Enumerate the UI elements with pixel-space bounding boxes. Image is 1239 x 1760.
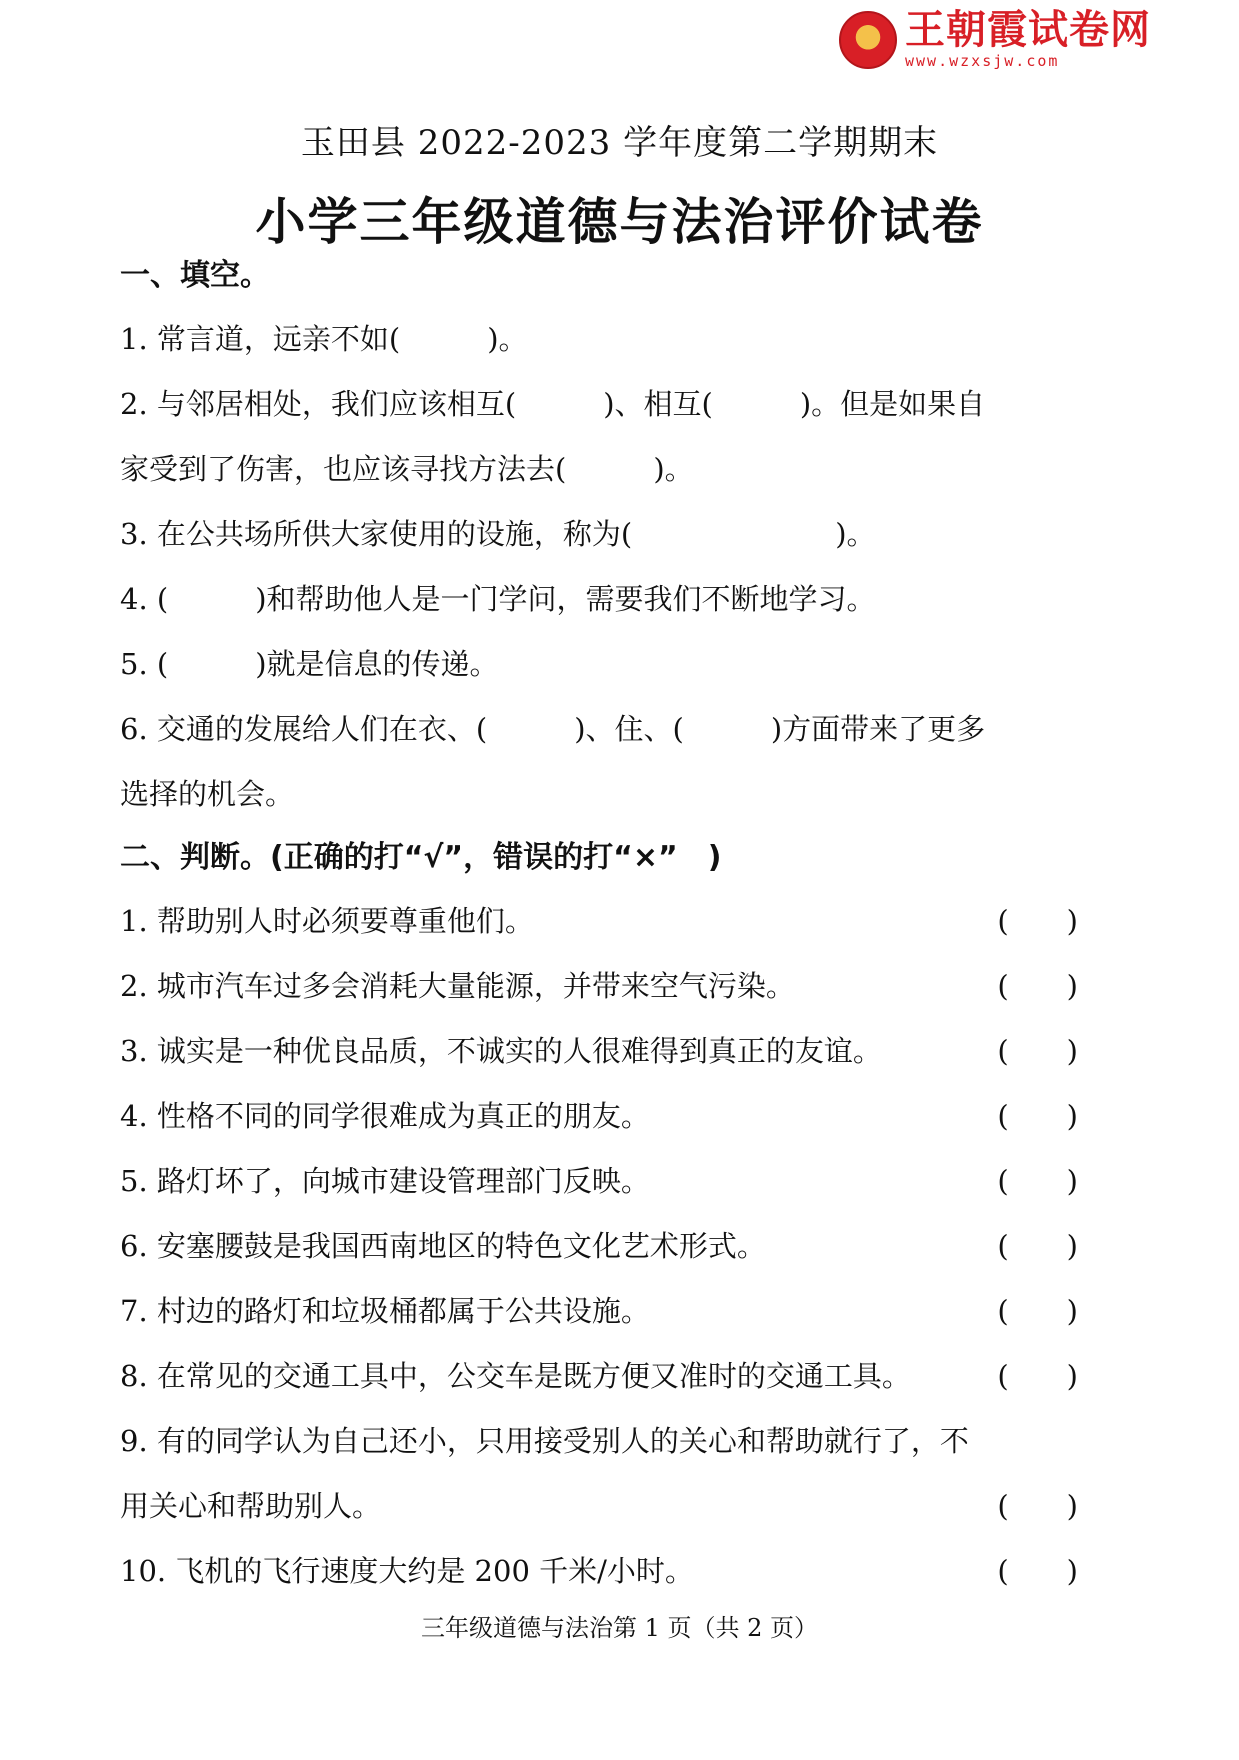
judge-text: 2. 城市汽车过多会消耗大量能源，并带来空气污染。 xyxy=(120,969,795,1003)
site-logo xyxy=(839,7,1151,70)
section-fill-title: 一、填空。 xyxy=(120,258,270,293)
fill-line: 家受到了伤害，也应该寻找方法去( )。 xyxy=(120,452,694,486)
page-header xyxy=(0,115,1239,254)
judge-item xyxy=(120,1279,1090,1344)
answer-paren: ( ) xyxy=(997,1359,1078,1393)
answer-paren: ( ) xyxy=(997,1294,1078,1328)
fill-line: 4. ( )和帮助他人是一门学问，需要我们不断地学习。 xyxy=(120,582,876,616)
judge-text: 用关心和帮助别人。 xyxy=(120,1489,382,1523)
answer-paren: ( ) xyxy=(997,969,1078,1003)
fill-line: 2. 与邻居相处，我们应该相互( )、相互( )。但是如果自 xyxy=(120,387,986,421)
judge-text: 10. 飞机的飞行速度大约是 200 千米/小时。 xyxy=(120,1554,694,1588)
judge-item xyxy=(120,889,1090,954)
judge-item xyxy=(120,1214,1090,1279)
judge-text: 4. 性格不同的同学很难成为真正的朋友。 xyxy=(120,1099,650,1133)
answer-paren: ( ) xyxy=(997,904,1078,938)
page-footer: 三年级道德与法治第 1 页（共 2 页） xyxy=(420,1614,819,1642)
seal-icon xyxy=(839,11,897,69)
exam-subtitle: 玉田县 2022-2023 学年度第二学期期末 xyxy=(300,123,939,163)
judge-item xyxy=(120,1149,1090,1214)
judge-text: 9. 有的同学认为自己还小，只用接受别人的关心和帮助就行了，不 xyxy=(120,1424,969,1458)
logo-url: www.wzxsjw.com xyxy=(905,52,1060,70)
section-judge-title: 二、判断。(正确的打“√”，错误的打“×” ) xyxy=(120,840,722,875)
answer-paren: ( ) xyxy=(997,1554,1078,1588)
judge-item xyxy=(120,1084,1090,1149)
judge-text: 6. 安塞腰鼓是我国西南地区的特色文化艺术形式。 xyxy=(120,1229,766,1263)
fill-line: 1. 常言道，远亲不如( )。 xyxy=(120,322,528,356)
fill-line: 选择的机会。 xyxy=(120,777,295,811)
judge-text: 1. 帮助别人时必须要尊重他们。 xyxy=(120,904,534,938)
answer-paren: ( ) xyxy=(997,1034,1078,1068)
answer-paren: ( ) xyxy=(997,1489,1078,1523)
answer-paren: ( ) xyxy=(997,1099,1078,1133)
fill-line: 3. 在公共场所供大家使用的设施，称为( )。 xyxy=(120,517,876,551)
judge-text: 3. 诚实是一种优良品质，不诚实的人很难得到真正的友谊。 xyxy=(120,1034,882,1068)
judge-text: 8. 在常见的交通工具中，公交车是既方便又准时的交通工具。 xyxy=(120,1359,911,1393)
judge-item xyxy=(120,954,1090,1019)
judge-text: 5. 路灯坏了，向城市建设管理部门反映。 xyxy=(120,1164,650,1198)
answer-paren: ( ) xyxy=(997,1229,1078,1263)
judge-text: 7. 村边的路灯和垃圾桶都属于公共设施。 xyxy=(120,1294,650,1328)
fill-line: 5. ( )就是信息的传递。 xyxy=(120,647,499,681)
answer-paren: ( ) xyxy=(997,1164,1078,1198)
judge-item xyxy=(120,1539,1090,1604)
logo-name: 王朝霞试卷网 xyxy=(905,7,1151,53)
judge-item xyxy=(120,1474,1090,1539)
exam-content xyxy=(120,245,1090,1604)
judge-item xyxy=(120,1019,1090,1084)
fill-line: 6. 交通的发展给人们在衣、( )、住、( )方面带来了更多 xyxy=(120,712,986,746)
judge-item xyxy=(120,1344,1090,1409)
exam-title: 小学三年级道德与法治评价试卷 xyxy=(255,193,984,251)
